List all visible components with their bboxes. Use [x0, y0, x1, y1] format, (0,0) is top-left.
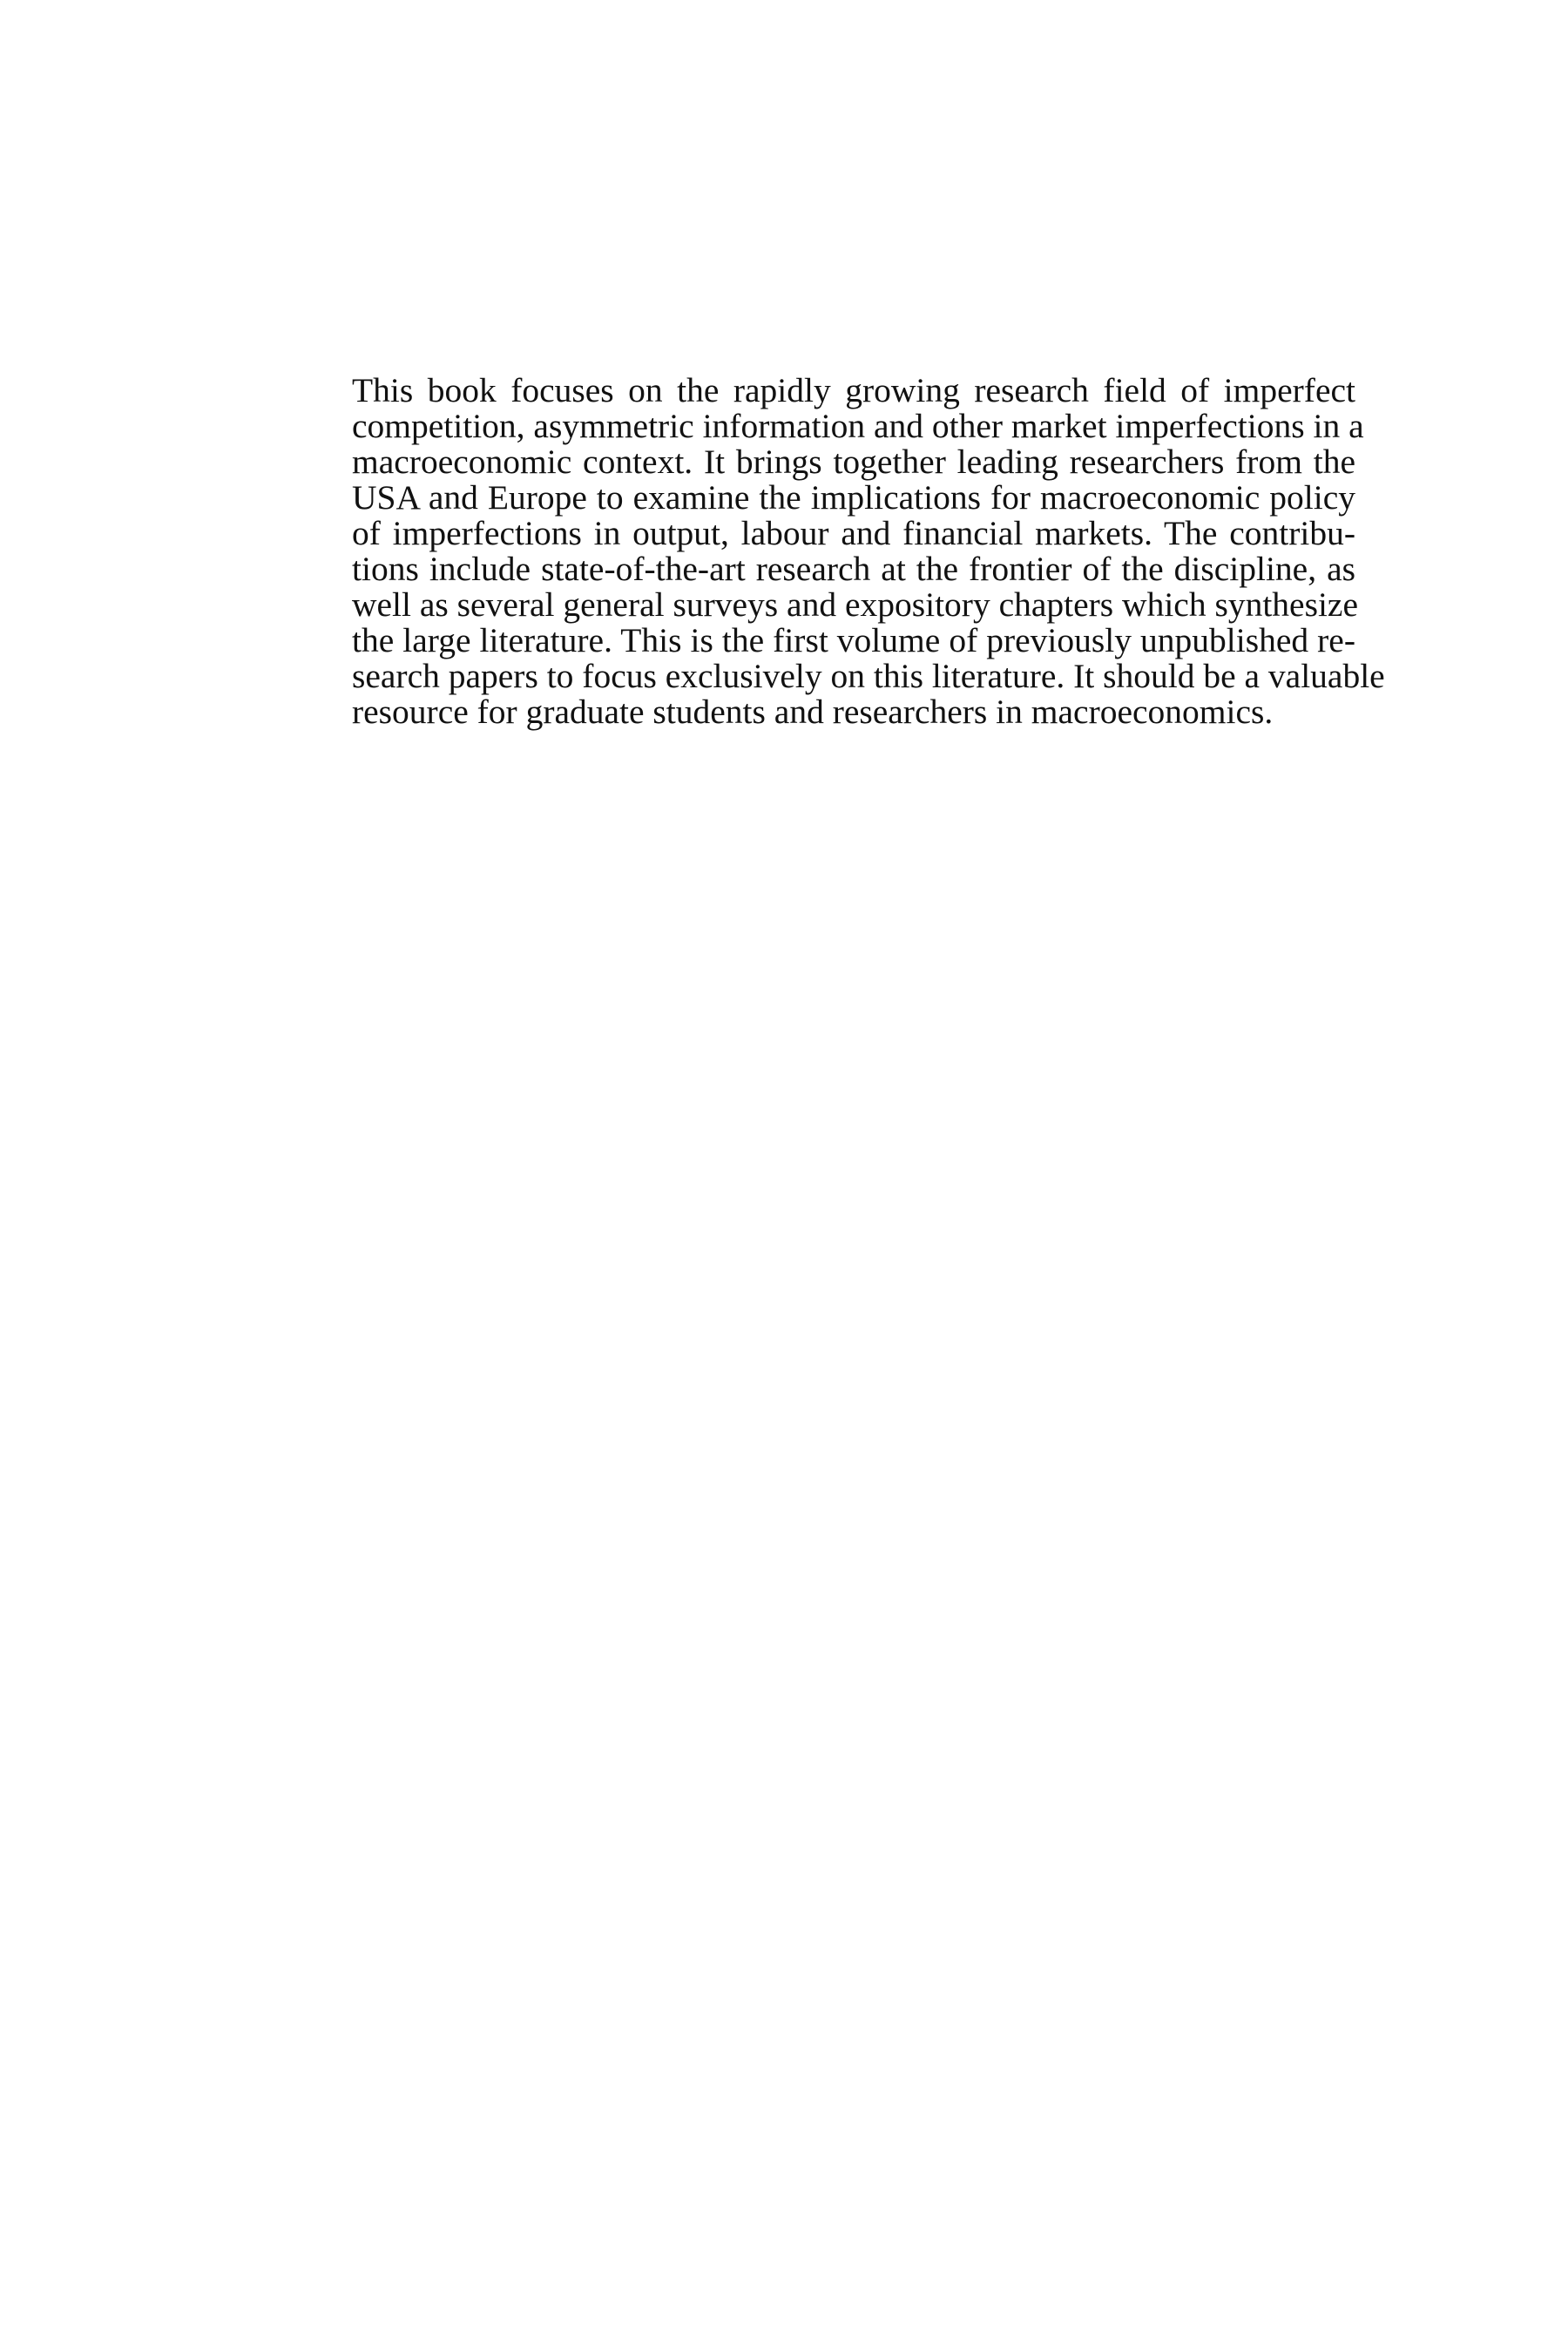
description-line-2: competition, asymmetric information and other market imperfections in a: [352, 407, 1364, 445]
book-description: [352, 371, 1385, 731]
description-line-1: This book focuses on the rapidly growing research field of imperfect: [352, 371, 1355, 409]
description-line-10: resource for graduate students and researchers in macroeconomics.: [352, 693, 1274, 731]
description-line-4: USA and Europe to examine the implications for macroeconomic policy: [352, 478, 1355, 517]
description-line-9: search papers to focus exclusively on this literature. It should be a valuable: [352, 657, 1385, 695]
description-line-3: macroeconomic context. It brings together leading researchers from the: [352, 443, 1355, 481]
description-line-7: well as several general surveys and expository chapters which synthesize: [352, 585, 1358, 624]
description-line-6: tions include state-of-the-art research at the frontier of the discipline, as: [352, 550, 1355, 588]
description-line-8: the large literature. This is the first volume of previously unpublished re-: [352, 621, 1355, 659]
description-line-5: of imperfections in output, labour and financial markets. The contribu-: [352, 514, 1355, 552]
